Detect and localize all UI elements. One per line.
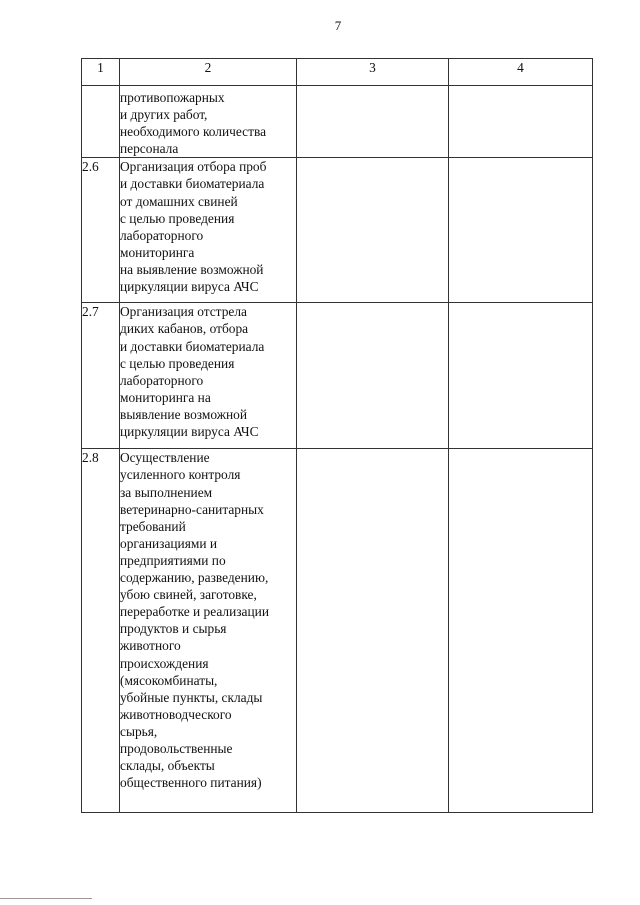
description-line: общественного питания) <box>120 775 262 791</box>
description-line: на выявление возможной <box>120 261 264 277</box>
description-line: переработке и реализации <box>120 604 269 620</box>
header-col-1: 1 <box>82 59 120 86</box>
measures-table <box>81 58 593 813</box>
table-row <box>82 158 593 303</box>
description-line: с целью проведения <box>120 355 235 371</box>
row-col-3 <box>297 86 449 158</box>
row-number: 2.6 <box>82 158 120 303</box>
row-col-4 <box>449 158 593 303</box>
row-description <box>120 86 297 158</box>
table-header-row <box>82 59 593 86</box>
description-line: мониторинга <box>120 244 195 260</box>
description-line: за выполнением <box>120 484 213 500</box>
row-col-4 <box>449 86 593 158</box>
row-col-3 <box>297 158 449 303</box>
description-line: животного <box>120 638 181 654</box>
row-number: 2.8 <box>82 449 120 813</box>
page-number: 7 <box>334 18 342 33</box>
description-line: необходимого количества <box>120 124 267 140</box>
description-line: содержанию, разведению, <box>120 570 269 586</box>
description-line: персонала <box>120 141 179 157</box>
row-col-4 <box>449 449 593 813</box>
description-line: склады, объекты <box>120 758 215 774</box>
description-line: усиленного контроля <box>120 467 241 483</box>
row-description <box>120 303 297 449</box>
row-col-3 <box>297 303 449 449</box>
description-line: с целью проведения <box>120 210 235 226</box>
description-line: лабораторного <box>120 227 204 243</box>
header-col-4: 4 <box>449 59 593 86</box>
row-number <box>82 86 120 158</box>
description-line: убойные пункты, склады <box>120 689 263 705</box>
row-number: 2.7 <box>82 303 120 449</box>
footer-rule <box>0 898 92 899</box>
table-row <box>82 449 593 813</box>
description-line: Организация отбора проб <box>120 159 267 175</box>
description-line: противопожарных <box>120 90 225 105</box>
description-line: сырья, <box>120 723 158 739</box>
description-line: продуктов и сырья <box>120 621 227 637</box>
description-line: Организация отстрела <box>120 304 247 320</box>
description-line: циркуляции вируса АЧС <box>120 424 259 440</box>
description-line: и других работ, <box>120 107 208 123</box>
description-line: организациями и <box>120 535 218 551</box>
description-line: убою свиней, заготовке, <box>120 587 257 603</box>
row-description <box>120 158 297 303</box>
description-line: циркуляции вируса АЧС <box>120 279 259 295</box>
row-col-4 <box>449 303 593 449</box>
table-row <box>82 86 593 158</box>
description-line: от домашних свиней <box>120 193 238 209</box>
description-line: диких кабанов, отбора <box>120 321 249 337</box>
description-line: требований <box>120 518 186 534</box>
description-line: и доставки биоматериала <box>120 338 265 354</box>
description-line: выявление возможной <box>120 406 248 422</box>
description-line: ветеринарно-санитарных <box>120 501 264 517</box>
description-line: животноводческого <box>120 706 232 722</box>
description-line: происхождения <box>120 655 209 671</box>
description-line: и доставки биоматериала <box>120 176 265 192</box>
description-line: продовольственные <box>120 740 233 756</box>
header-col-3: 3 <box>297 59 449 86</box>
description-line: мониторинга на <box>120 389 211 405</box>
description-line: лабораторного <box>120 372 204 388</box>
table-row <box>82 303 593 449</box>
description-line: Осуществление <box>120 450 210 466</box>
description-line: (мясокомбинаты, <box>120 672 218 688</box>
row-col-3 <box>297 449 449 813</box>
description-line: предприятиями по <box>120 552 226 568</box>
header-col-2: 2 <box>120 59 297 86</box>
row-description <box>120 449 297 813</box>
